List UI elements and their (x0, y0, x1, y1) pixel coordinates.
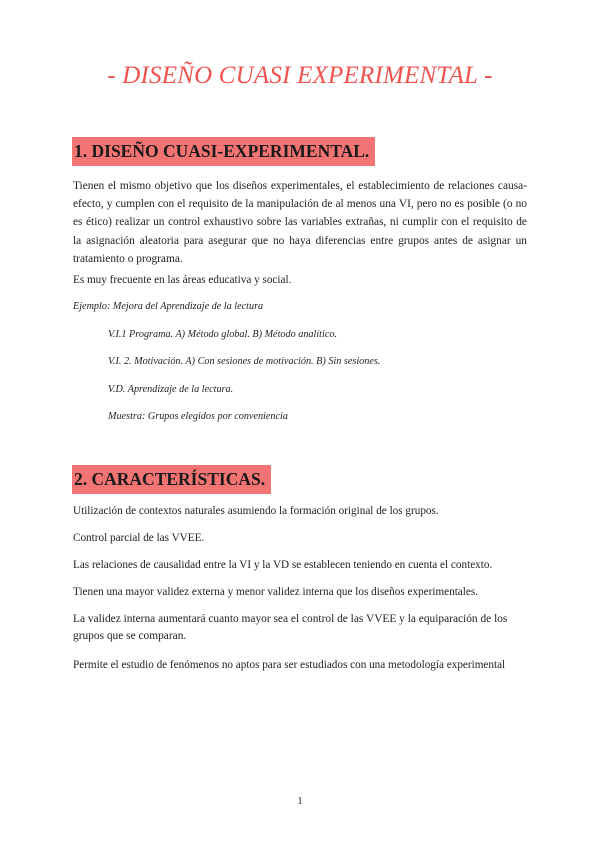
example-item: Muestra: Grupos elegidos por conveniencia (108, 411, 288, 422)
section-heading-characteristics: 2. CARACTERÍSTICAS. (72, 465, 271, 494)
characteristic-item: Las relaciones de causalidad entre la VI y la VD se establecen teniendo en cuenta el contexto. (73, 559, 493, 571)
section1-paragraph: Tienen el mismo objetivo que los diseños experimentales, el establecimiento de relaciones causa-efecto, y cumplen con el requisito de la manipulación de al menos una VI, pero no es posible (o no es ético) realizar un control exhaustivo sobre las variables extrañas, ni cumplir con el requisito de la asignación aleatoria para asegurar que no haya diferencias entre grupos antes de asignar un tratamiento o programa. (73, 180, 527, 265)
characteristic-item: Utilización de contextos naturales asumiendo la formación original de los grupos. (73, 505, 439, 517)
page-number: 1 (297, 796, 303, 807)
characteristic-item: Permite el estudio de fenómenos no aptos para ser estudiados con una metodología experimental (73, 659, 506, 671)
example-item: V.D. Aprendizaje de la lectura. (108, 384, 234, 395)
characteristic-item: Control parcial de las VVEE. (73, 532, 205, 544)
document-title: - DISEÑO CUASI EXPERIMENTAL - (107, 62, 493, 89)
characteristic-item: La validez interna aumentará cuanto mayor sea el control de las VVEE y la equiparación de los grupos que se comparan. (73, 613, 508, 642)
example-item: V.I. 2. Motivación. A) Con sesiones de motivación. B) Sin sesiones. (108, 356, 381, 367)
example-item: V.I.1 Programa. A) Método global. B) Método analítico. (108, 329, 338, 340)
frequency-text: Es muy frecuente en las áreas educativa y social. (73, 274, 292, 286)
example-label: Ejemplo: Mejora del Aprendizaje de la lectura (73, 301, 264, 312)
characteristic-item: Tienen una mayor validez externa y menor validez interna que los diseños experimentales. (73, 586, 479, 598)
section-heading-design: 1. DISEÑO CUASI-EXPERIMENTAL. (72, 137, 375, 166)
